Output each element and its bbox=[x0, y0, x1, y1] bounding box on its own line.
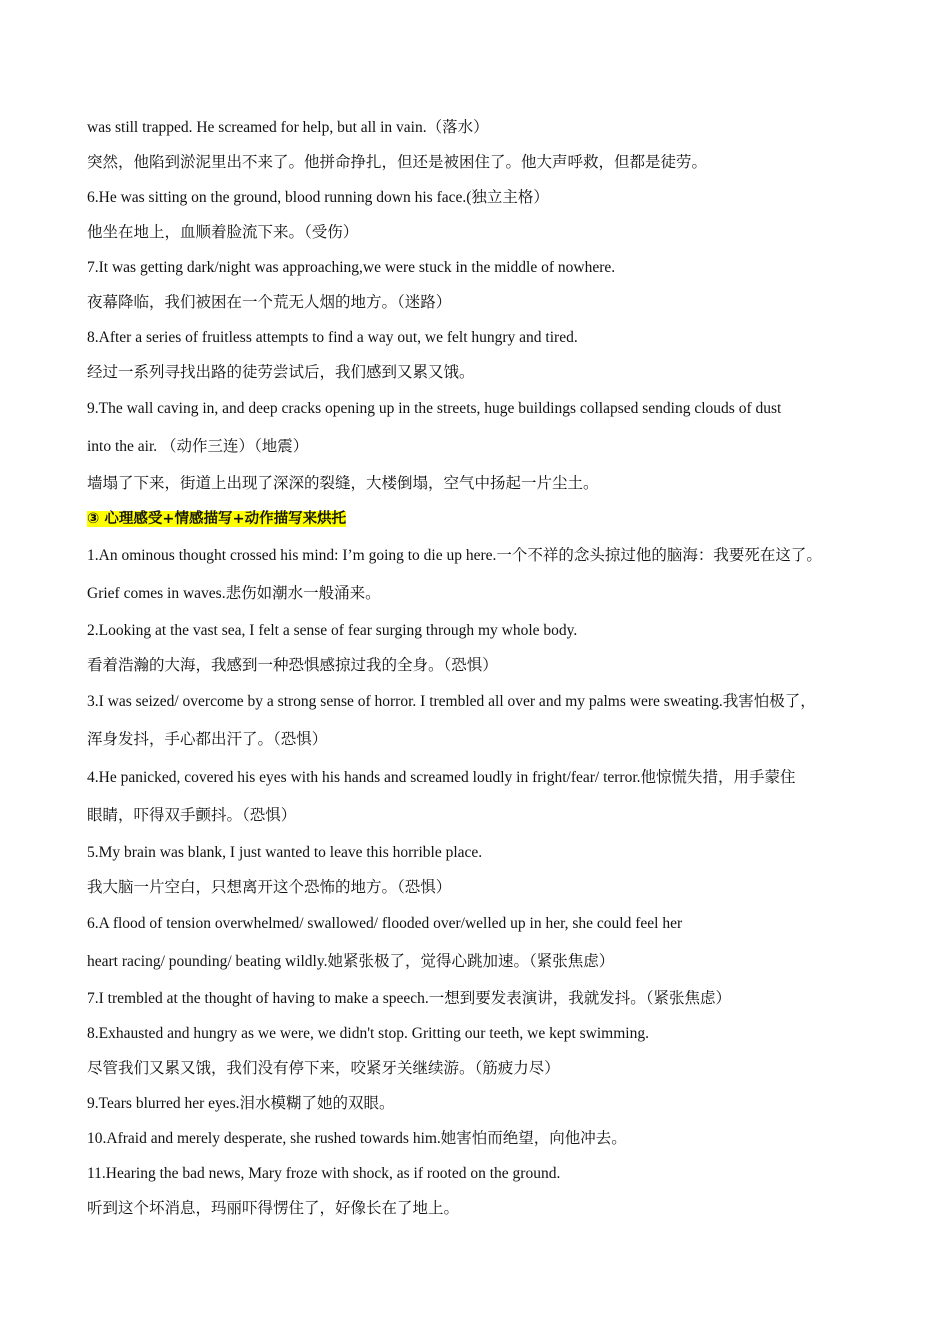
text-line: 1.An ominous thought crossed his mind: I’m going to die up here.一个不祥的念头掠过他的脑海：我要死在这了。 bbox=[87, 547, 822, 564]
text-line: 2.Looking at the vast sea, I felt a sense of fear surging through my whole body. bbox=[87, 622, 578, 639]
text-line: 经过一系列寻找出路的徒劳尝试后，我们感到又累又饿。 bbox=[87, 364, 475, 381]
section-heading-highlight: ③ 心理感受+情感描写+动作描写来烘托 bbox=[87, 511, 347, 527]
text-line: 3.I was seized/ overcome by a strong sense of horror. I trembled all over and my palms were sweating.我害怕极了， bbox=[87, 693, 816, 710]
text-line: 11.Hearing the bad news, Mary froze with shock, as if rooted on the ground. bbox=[87, 1165, 561, 1182]
text-line: 9.Tears blurred her eyes.泪水模糊了她的双眼。 bbox=[87, 1095, 395, 1112]
text-line: heart racing/ pounding/ beating wildly.她紧张极了，觉得心跳加速。（紧张焦虑） bbox=[87, 953, 615, 970]
text-line: Grief comes in waves.悲伤如潮水一般涌来。 bbox=[87, 585, 381, 602]
text-line: 我大脑一片空白，只想离开这个恐怖的地方。（恐惧） bbox=[87, 879, 452, 896]
text-line: 9.The wall caving in, and deep cracks opening up in the streets, huge buildings collapsed sending clouds of dust bbox=[87, 400, 782, 417]
text-line: 6.A flood of tension overwhelmed/ swallowed/ flooded over/welled up in her, she could feel her bbox=[87, 915, 683, 932]
document-body bbox=[87, 110, 877, 1226]
text-line: was still trapped. He screamed for help, but all in vain.（落水） bbox=[87, 119, 489, 136]
text-line: 8.After a series of fruitless attempts to find a way out, we felt hungry and tired. bbox=[87, 329, 578, 346]
text-line: 看着浩瀚的大海，我感到一种恐惧感掠过我的全身。（恐惧） bbox=[87, 657, 498, 674]
text-line: 7.I trembled at the thought of having to make a speech.一想到要发表演讲，我就发抖。（紧张焦虑） bbox=[87, 990, 732, 1007]
text-line: 突然，他陷到淤泥里出不来了。他拼命挣扎，但还是被困住了。他大声呼救，但都是徒劳。 bbox=[87, 154, 708, 171]
text-line: 7.It was getting dark/night was approaching,we were stuck in the middle of nowhere. bbox=[87, 259, 616, 276]
text-line: 墙塌了下来，街道上出现了深深的裂缝，大楼倒塌，空气中扬起一片尘土。 bbox=[87, 475, 599, 492]
text-line: 眼睛，吓得双手颤抖。（恐惧） bbox=[87, 807, 297, 824]
text-line: 浑身发抖，手心都出汗了。（恐惧） bbox=[87, 731, 328, 748]
section-heading bbox=[87, 501, 877, 537]
text-line: 6.He was sitting on the ground, blood running down his face.(独立主格） bbox=[87, 189, 549, 206]
text-line: 4.He panicked, covered his eyes with his hands and screamed loudly in fright/fear/ terror.他惊慌失措，用手蒙住 bbox=[87, 769, 796, 786]
text-line: 8.Exhausted and hungry as we were, we didn't stop. Gritting our teeth, we kept swimming. bbox=[87, 1025, 649, 1042]
text-line: into the air. （动作三连）（地震） bbox=[87, 438, 309, 455]
text-line: 5.My brain was blank, I just wanted to leave this horrible place. bbox=[87, 844, 483, 861]
text-line: 他坐在地上，血顺着脸流下来。（受伤） bbox=[87, 224, 359, 241]
text-line: 尽管我们又累又饿，我们没有停下来，咬紧牙关继续游。（筋疲力尽） bbox=[87, 1060, 560, 1077]
text-line: 听到这个坏消息，玛丽吓得愣住了，好像长在了地上。 bbox=[87, 1200, 460, 1217]
text-line: 夜幕降临，我们被困在一个荒无人烟的地方。（迷路） bbox=[87, 294, 452, 311]
text-line: 10.Afraid and merely desperate, she rushed towards him.她害怕而绝望，向他冲去。 bbox=[87, 1130, 627, 1147]
